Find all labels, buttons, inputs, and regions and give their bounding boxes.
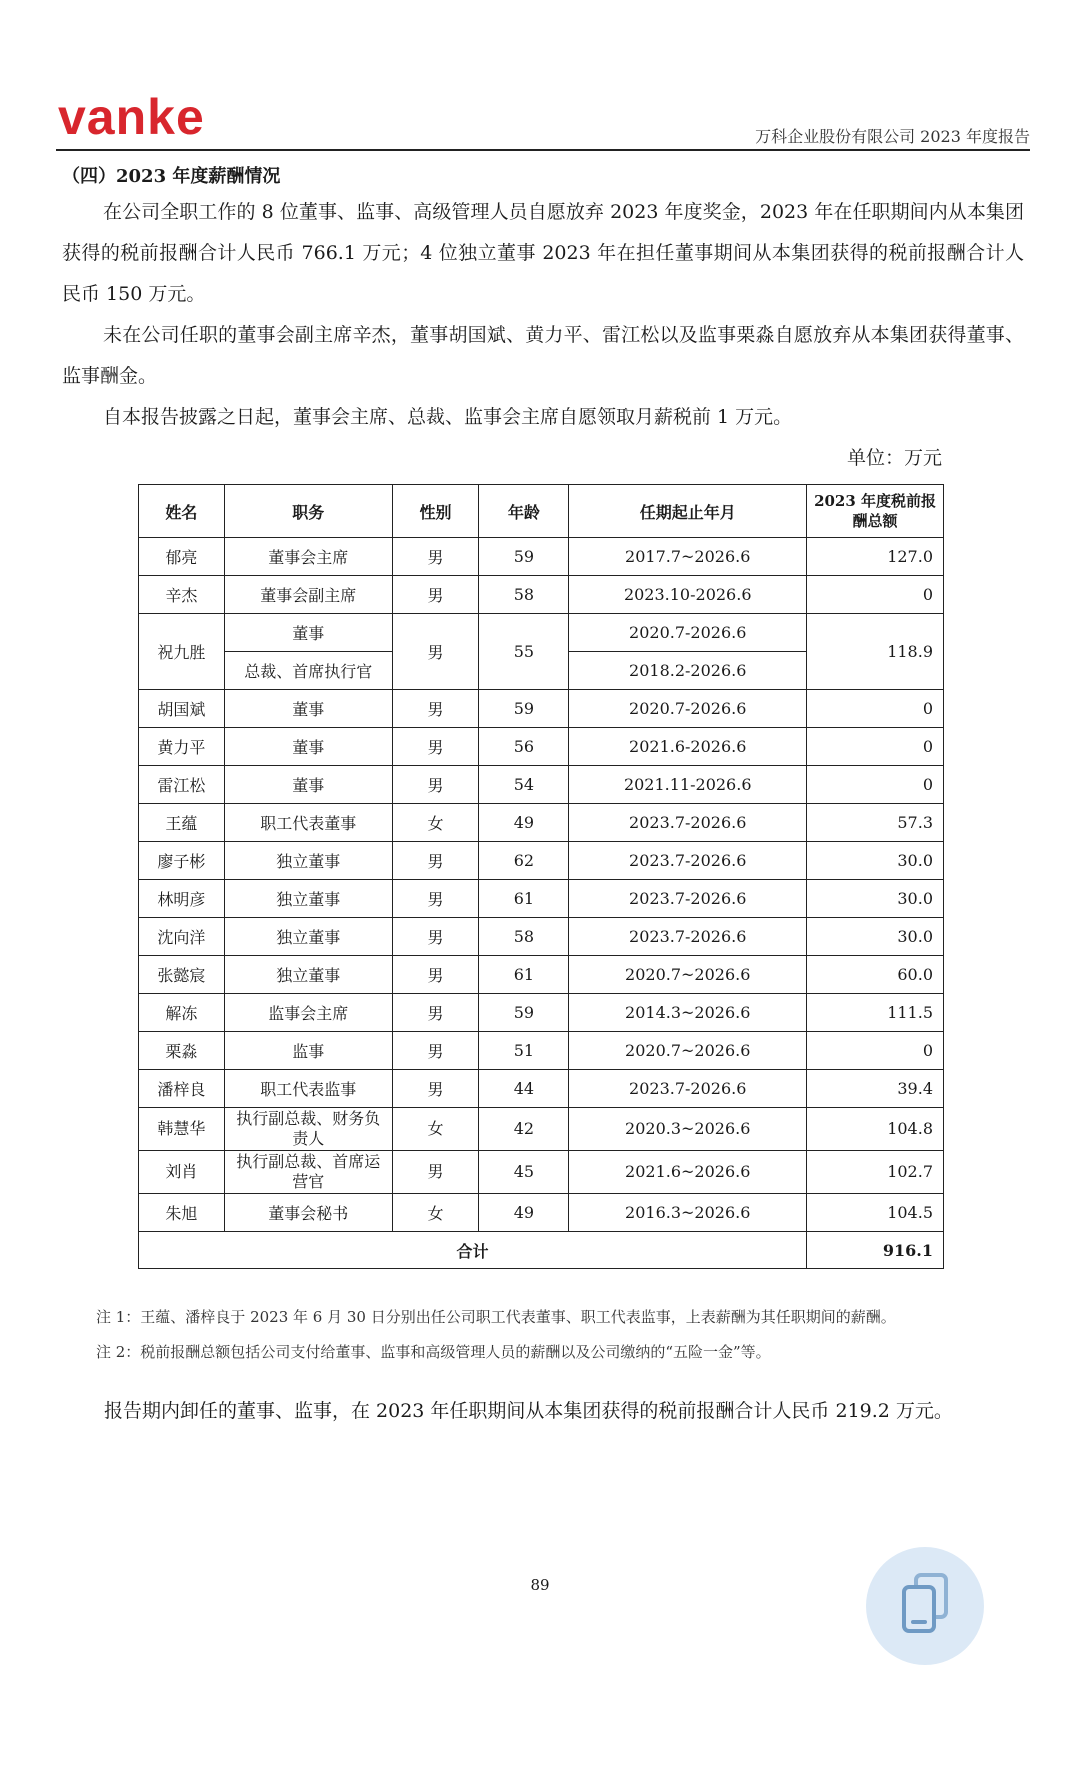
cell-gender: 男 [392,956,479,994]
cell-title: 独立董事 [224,880,392,918]
table-row [139,576,944,614]
table-row [139,880,944,918]
cell-title: 监事 [224,1032,392,1070]
cell-title: 独立董事 [224,842,392,880]
header-title: 职务 [224,485,392,538]
cell-gender: 男 [392,1151,479,1194]
cell-pay: 127.0 [807,538,944,576]
cell-title: 董事会副主席 [224,576,392,614]
cell-term: 2023.7-2026.6 [569,880,807,918]
cell-gender: 男 [392,880,479,918]
cell-title: 董事 [224,690,392,728]
cell-age: 49 [479,804,569,842]
cell-age: 56 [479,728,569,766]
cell-name: 祝九胜 [139,614,225,690]
cell-term: 2020.7~2026.6 [569,1032,807,1070]
cell-pay: 104.8 [807,1108,944,1151]
note-1: 注 1：王蕴、潘梓良于 2023 年 6 月 30 日分别出任公司职工代表董事、职工代表监事，上表薪酬为其任职期间的薪酬。 [96,1308,896,1326]
cell-gender: 男 [392,690,479,728]
cell-gender: 女 [392,804,479,842]
table-row [139,804,944,842]
cell-term: 2023.7-2026.6 [569,1070,807,1108]
cell-term: 2023.7-2026.6 [569,842,807,880]
cell-term: 2021.6-2026.6 [569,728,807,766]
table-row [139,842,944,880]
table-row [139,1108,944,1151]
cell-term: 2014.3~2026.6 [569,994,807,1032]
cell-title: 独立董事 [224,918,392,956]
cell-age: 59 [479,994,569,1032]
cell-gender: 男 [392,728,479,766]
cell-name: 潘梓良 [139,1070,225,1108]
cell-term: 2023.7-2026.6 [569,918,807,956]
cell-term: 2020.7~2026.6 [569,956,807,994]
unit-label: 单位：万元 [846,447,942,469]
cell-gender: 男 [392,918,479,956]
cell-pay: 104.5 [807,1194,944,1232]
table-row [139,1151,944,1194]
cell-name: 辛杰 [139,576,225,614]
cell-age: 61 [479,880,569,918]
table-row [139,728,944,766]
cell-age: 59 [479,538,569,576]
total-label: 合计 [139,1232,807,1269]
cell-title: 职工代表监事 [224,1070,392,1108]
note-2: 注 2：税前报酬总额包括公司支付给董事、监事和高级管理人员的薪酬以及公司缴纳的“五险一金”等。 [96,1343,771,1361]
cell-name: 林明彦 [139,880,225,918]
cell-pay: 0 [807,576,944,614]
cell-title: 总裁、首席执行官 [224,652,392,690]
cell-name: 胡国斌 [139,690,225,728]
header-gender: 性别 [392,485,479,538]
section-title: （四）2023 年度薪酬情况 [62,166,281,187]
table-row [139,614,944,652]
cell-gender: 男 [392,1070,479,1108]
cell-title: 独立董事 [224,956,392,994]
phone-rotate-icon [896,1571,954,1641]
cell-pay: 0 [807,1032,944,1070]
cell-name: 黄力平 [139,728,225,766]
cell-age: 44 [479,1070,569,1108]
cell-gender: 男 [392,538,479,576]
cell-age: 51 [479,1032,569,1070]
cell-title: 董事 [224,728,392,766]
cell-age: 58 [479,918,569,956]
table-row [139,1070,944,1108]
table-row [139,1194,944,1232]
table-row [139,956,944,994]
cell-age: 54 [479,766,569,804]
cell-title: 执行副总裁、首席运营官 [224,1151,392,1194]
cell-age: 59 [479,690,569,728]
header-divider [56,149,1030,151]
cell-age: 45 [479,1151,569,1194]
cell-pay: 57.3 [807,804,944,842]
cell-term: 2017.7~2026.6 [569,538,807,576]
cell-title: 监事会主席 [224,994,392,1032]
cell-pay: 30.0 [807,880,944,918]
cell-title: 董事会主席 [224,538,392,576]
cell-pay: 118.9 [807,614,944,690]
cell-name: 栗淼 [139,1032,225,1070]
cell-age: 62 [479,842,569,880]
paragraph-2: 未在公司任职的董事会副主席辛杰，董事胡国斌、黄力平、雷江松以及监事栗淼自愿放弃从本集团获得董事、监事酬金。 [62,324,1024,387]
cell-pay: 0 [807,690,944,728]
cell-pay: 0 [807,728,944,766]
cell-term: 2020.7-2026.6 [569,614,807,652]
page-number: 89 [530,1576,550,1594]
cell-name: 雷江松 [139,766,225,804]
report-title: 万科企业股份有限公司 2023 年度报告 [755,127,1030,146]
cell-name: 张懿宸 [139,956,225,994]
cell-pay: 0 [807,766,944,804]
cell-gender: 男 [392,1032,479,1070]
cell-gender: 女 [392,1108,479,1151]
cell-age: 42 [479,1108,569,1151]
cell-gender: 男 [392,842,479,880]
cell-age: 55 [479,614,569,690]
vanke-logo: vanke [58,89,205,145]
cell-name: 郁亮 [139,538,225,576]
table-row [139,690,944,728]
cell-gender: 女 [392,1194,479,1232]
cell-title: 职工代表董事 [224,804,392,842]
cell-term: 2020.7-2026.6 [569,690,807,728]
cell-pay: 30.0 [807,842,944,880]
paragraph-3: 自本报告披露之日起，董事会主席、总裁、监事会主席自愿领取月薪税前 1 万元。 [103,406,793,428]
cell-name: 沈向洋 [139,918,225,956]
total-value: 916.1 [807,1232,944,1269]
table-row [139,766,944,804]
cell-title: 执行副总裁、财务负责人 [224,1108,392,1151]
cell-pay: 111.5 [807,994,944,1032]
cell-term: 2023.10-2026.6 [569,576,807,614]
cell-pay: 39.4 [807,1070,944,1108]
cell-term: 2016.3~2026.6 [569,1194,807,1232]
cell-title: 董事 [224,766,392,804]
cell-pay: 102.7 [807,1151,944,1194]
header-term: 任期起止年月 [569,485,807,538]
cell-name: 刘肖 [139,1151,225,1194]
header-pay: 2023 年度税前报酬总额 [807,485,944,538]
header-age: 年龄 [479,485,569,538]
cell-term: 2021.11-2026.6 [569,766,807,804]
table-row [139,1032,944,1070]
cell-term: 2021.6~2026.6 [569,1151,807,1194]
paragraph-1: 在公司全职工作的 8 位董事、监事、高级管理人员自愿放弃 2023 年度奖金，2023 年在任职期间内从本集团获得的税前报酬合计人民币 766.1 万元；4 位独立董事 2023 年在担任董事期间从本集团获得的税前报酬合计人民币 150 万元。 [62,201,1024,305]
cell-gender: 男 [392,994,479,1032]
cell-title: 董事 [224,614,392,652]
cell-term: 2020.3~2026.6 [569,1108,807,1151]
rotate-view-button[interactable] [866,1547,984,1665]
cell-name: 王蕴 [139,804,225,842]
table-header-row [139,485,944,538]
cell-term: 2023.7-2026.6 [569,804,807,842]
cell-name: 朱旭 [139,1194,225,1232]
cell-gender: 男 [392,576,479,614]
table-row [139,994,944,1032]
cell-age: 58 [479,576,569,614]
cell-name: 解冻 [139,994,225,1032]
header-name: 姓名 [139,485,225,538]
cell-name: 韩慧华 [139,1108,225,1151]
cell-gender: 男 [392,766,479,804]
compensation-table [138,484,944,1269]
cell-term: 2018.2-2026.6 [569,652,807,690]
cell-age: 49 [479,1194,569,1232]
table-row [139,918,944,956]
cell-name: 廖子彬 [139,842,225,880]
table-row [139,538,944,576]
cell-pay: 60.0 [807,956,944,994]
cell-age: 61 [479,956,569,994]
total-row [139,1232,944,1269]
cell-gender: 男 [392,614,479,690]
cell-title: 董事会秘书 [224,1194,392,1232]
cell-pay: 30.0 [807,918,944,956]
closing-paragraph: 报告期内卸任的董事、监事，在 2023 年任职期间从本集团获得的税前报酬合计人民币 219.2 万元。 [104,1400,953,1422]
